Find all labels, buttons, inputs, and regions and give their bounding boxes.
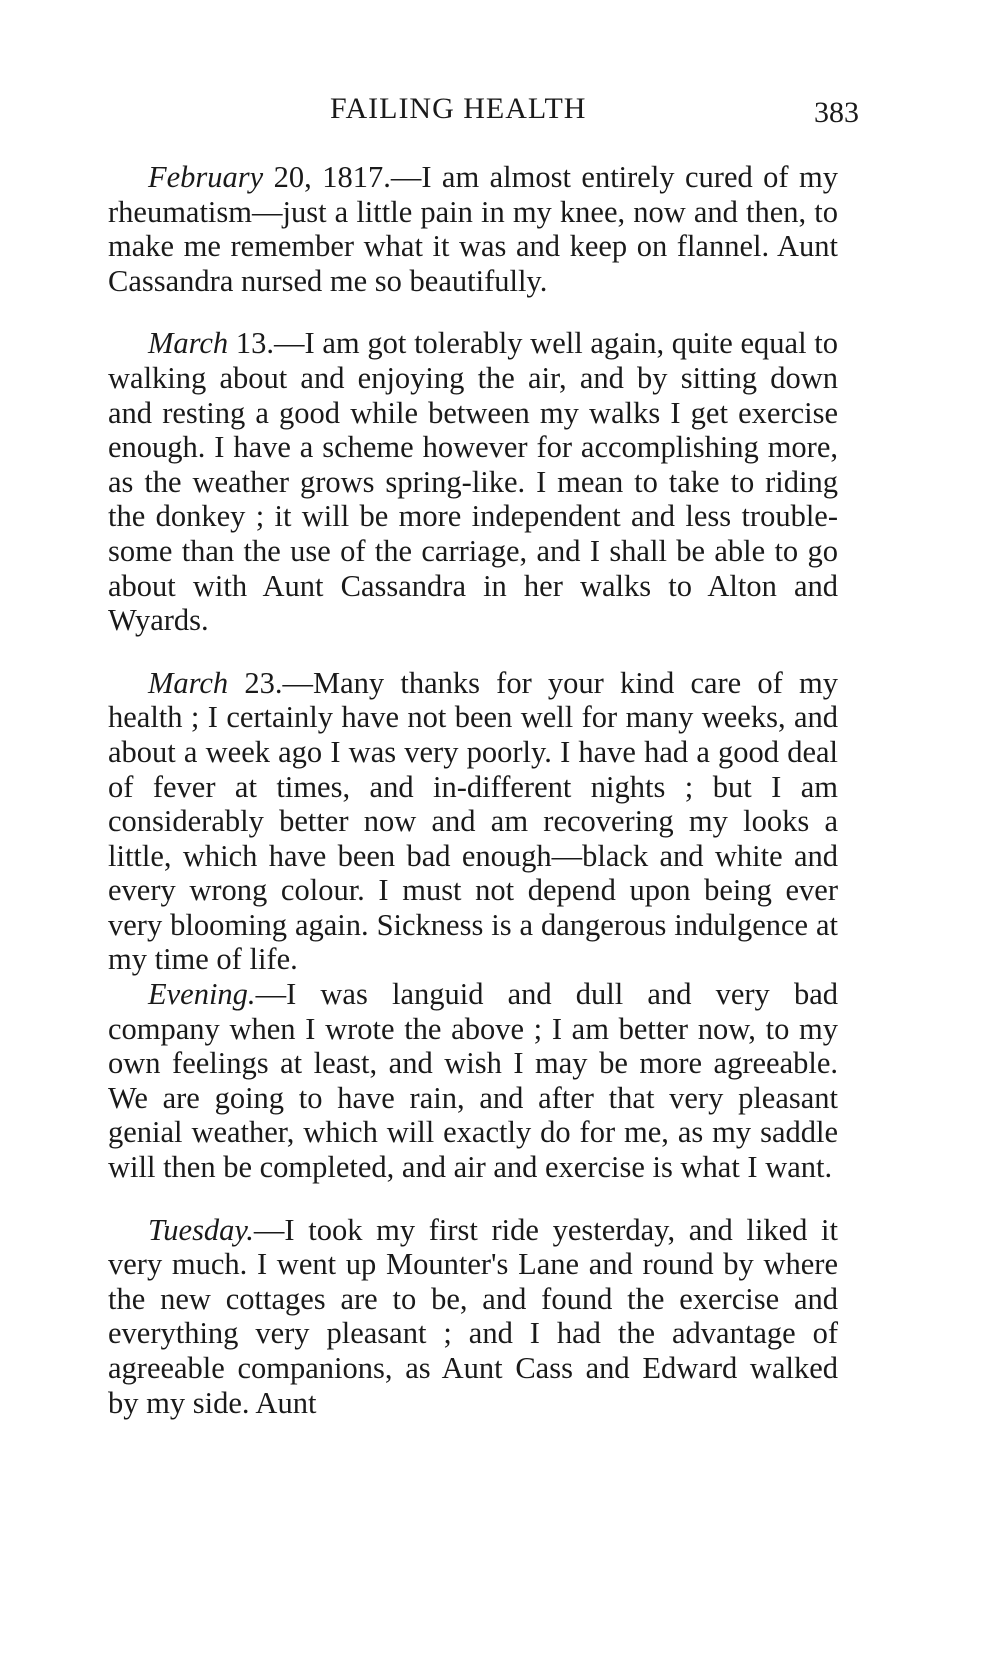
entry-text: —I took my first ride yesterday, and liked it very much. I went up Mounter's Lane and round by where the new cottages are to be, and found the exercise and everything very pleasant ; and I had the advantage of agreeable companions, as Aunt Cass and Edward walked by my side. Aunt bbox=[108, 1212, 838, 1420]
paragraph bbox=[108, 977, 838, 1185]
paragraph bbox=[108, 666, 838, 977]
entry-march-13 bbox=[108, 326, 838, 637]
paragraph bbox=[108, 326, 838, 637]
entry-date: March bbox=[148, 665, 229, 700]
entry-text: 20, 1817.—I am almost entirely cured of my rheumatism—just a little pain in my knee, now and then, to make me remember what it was and keep on flannel. Aunt Cassandra nursed me so beautifully. bbox=[108, 160, 838, 298]
entry-text: 23.—Many thanks for your kind care of my health ; I certainly have not been well for many weeks, and about a week ago I was very poorly. I have had a good deal of fever at times, and in-different nights ; but I am considerably better now and am recovering my looks a little, which have been bad enough—black and white and every wrong colour. I must not depend upon being ever very blooming again. Sickness is a dangerous indulgence at my time of life. bbox=[108, 665, 838, 977]
paragraph bbox=[108, 1213, 838, 1421]
entry-february-20 bbox=[108, 160, 838, 298]
entry-date: February bbox=[148, 160, 264, 194]
entry-text: 13.—I am got tolerably well again, quite equal to walking about and enjoying the air, and by sitting down and resting a good while between my walks I get exercise enough. I have a scheme however for accomplishing more, as the weather grows spring-like. I mean to take to riding the donkey ; it will be more independent and less trouble-some than the use of the carriage, and I shall be able to go about with Aunt Cassandra in her walks to Alton and Wyards. bbox=[108, 326, 838, 638]
entry-text: —I was languid and dull and very bad company when I wrote the above ; I am better now, to my own feelings at least, and wish I may be more agreeable. We are going to have rain, and after that very pleasant genial weather, which will exactly do for me, as my saddle will then be completed, and air and exercise is what I want. bbox=[108, 977, 838, 1185]
page-number: 383 bbox=[814, 96, 859, 129]
entry-date: Evening. bbox=[148, 977, 256, 1012]
entry-march-23 bbox=[108, 666, 838, 977]
entry-tuesday bbox=[108, 1213, 838, 1421]
running-title: FAILING HEALTH bbox=[330, 92, 587, 125]
running-head bbox=[0, 92, 1000, 136]
entry-date: March bbox=[148, 326, 229, 361]
entry-date: Tuesday. bbox=[148, 1212, 254, 1247]
letter-excerpts bbox=[108, 160, 838, 1448]
paragraph bbox=[108, 160, 838, 298]
entry-evening bbox=[108, 977, 838, 1185]
